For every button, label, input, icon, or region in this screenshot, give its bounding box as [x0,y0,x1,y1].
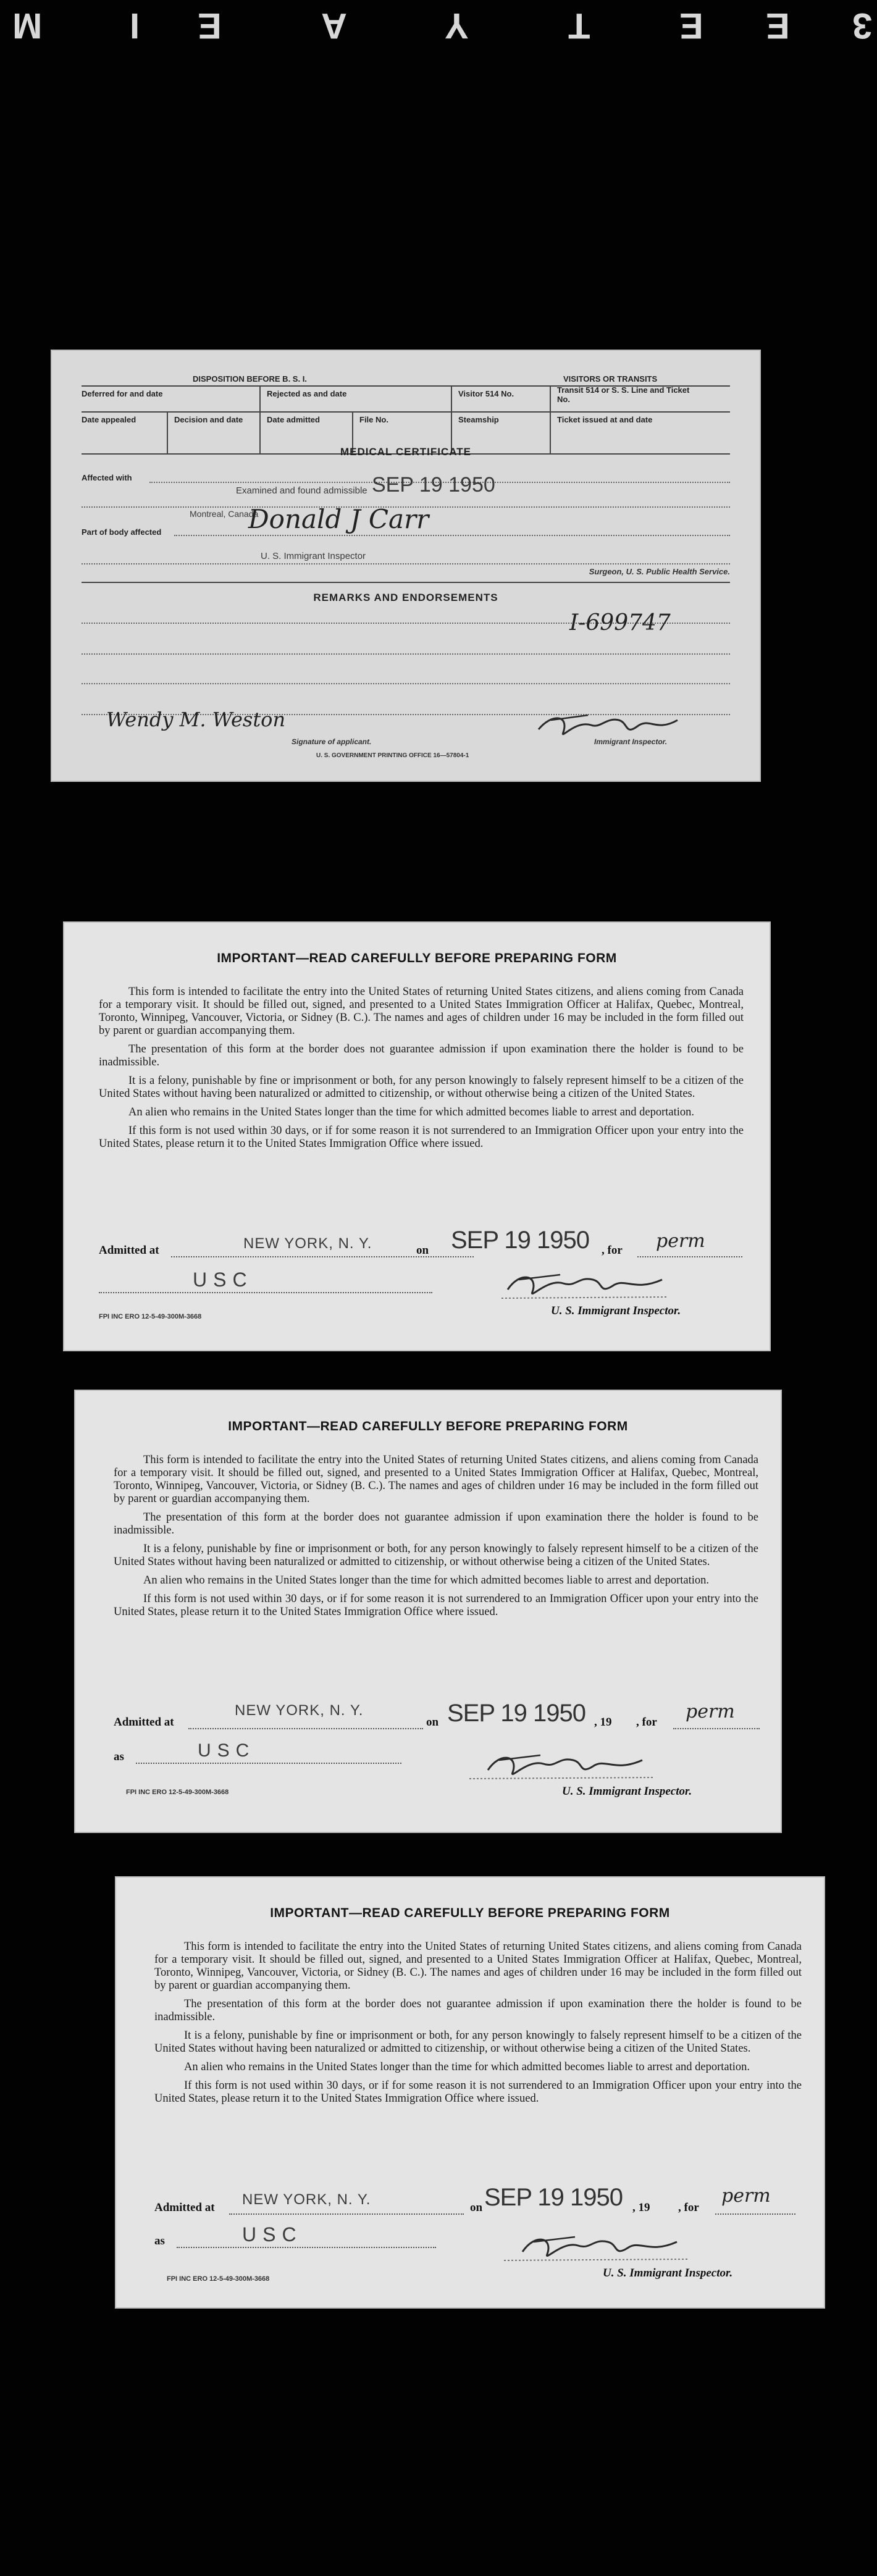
for-label: , for [602,1244,623,1257]
stamp-inspector: U. S. Immigrant Inspector [261,551,366,561]
inspector-signature [495,1260,674,1303]
inspector-label: U. S. Immigrant Inspector. [551,1304,681,1317]
inspector-signature [463,1740,661,1784]
body-part-line [174,535,730,536]
as-line [99,1292,432,1293]
inspector-label: U. S. Immigrant Inspector. [603,2267,733,2280]
instruction-paragraph: If this form is not used within 30 days, or if for some reason it is not surrendered to an Immigration Officer upon your entry into the United States, please return it to the United States Immigration Office where issued. [99,1125,744,1150]
as-label: as [154,2234,165,2247]
instruction-paragraph: It is a felony, punishable by fine or imprisonment or both, for any person knowingly to falsely represent himself to be a citizen of the United States without having been naturalized or admitted to citizenship, or without otherwise being a citizen of the United States. [154,2029,802,2055]
on-label: on [426,1716,439,1729]
divider [451,385,452,453]
on-label: on [470,2201,483,2214]
as-value: USC [242,2223,303,2246]
for-line [715,2213,795,2215]
as-label: as [114,1750,124,1763]
divider [550,385,551,453]
decision-label: Decision and date [174,415,243,424]
instruction-paragraph: It is a felony, punishable by fine or imprisonment or both, for any person knowingly to falsely represent himself to be a citizen of the United States without having been naturalized or admitted to citizenship, or without otherwise being a citizen of the United States. [114,1543,758,1568]
affected-with-label: Affected with [82,473,132,482]
applicant-signature: Wendy M. Weston [106,708,286,731]
admitted-place: NEW YORK, N. Y. [242,2191,371,2208]
medical-certificate-title: MEDICAL CERTIFICATE [340,446,471,458]
instruction-paragraph: If this form is not used within 30 days, or if for some reason it is not surrendered to an Immigration Officer upon your entry into the United States, please return it to the United States Immigration Office where issued. [154,2079,802,2105]
examiner-signature: Donald J Carr [248,504,429,534]
form-number: FPI INC ERO 12-5-49-300M-3668 [167,2275,270,2283]
film-letter: 3 [852,6,873,46]
admission-card-3 [115,1876,825,2309]
instruction-paragraph: An alien who remains in the United States longer than the time for which admitted becomes liable to arrest and deportation. [143,1574,710,1587]
admitted-date-stamp: SEP 19 1950 [447,1700,586,1727]
instruction-paragraph: The presentation of this form at the border does not guarantee admission if upon examination there the holder is found to be inadmissible. [99,1043,744,1068]
date-admitted-label: Date admitted [267,415,320,424]
date-appealed-label: Date appealed [82,415,136,424]
card-title: IMPORTANT—READ CAREFULLY BEFORE PREPARING FORM [217,951,617,965]
as-value: USC [193,1269,253,1291]
film-letter: I [130,6,140,46]
admitted-date-stamp: SEP 19 1950 [484,2184,623,2211]
deferred-label: Deferred for and date [82,389,163,398]
row-rule [82,582,730,583]
divider [259,385,261,453]
year-suffix: , 19 [632,2201,650,2214]
admitted-date-stamp: SEP 19 1950 [451,1227,590,1254]
on-label: on [416,1244,429,1257]
admission-card-2 [74,1390,782,1833]
instruction-paragraph: It is a felony, punishable by fine or imprisonment or both, for any person knowingly to falsely represent himself to be a citizen of the United States without having been naturalized or admitted to citizenship, or without otherwise being a citizen of the United States. [99,1075,744,1100]
film-letter: E [766,6,790,46]
as-line [177,2247,436,2248]
film-letter: A [321,6,347,46]
film-header-letters [0,5,877,54]
rejected-label: Rejected as and date [267,389,347,398]
for-label: , for [678,2201,699,2214]
for-value: perm [721,2185,771,2207]
film-letter: E [198,6,222,46]
film-letter: Y [445,6,469,46]
for-line [637,1256,742,1257]
year-suffix: , 19 [594,1716,612,1729]
admitted-at-line [229,2213,464,2215]
form-number: FPI INC ERO 12-5-49-300M-3668 [126,1789,229,1796]
instruction-paragraph: The presentation of this form at the border does not guarantee admission if upon examination there the holder is found to be inadmissible. [154,1998,802,2023]
disposition-header: DISPOSITION BEFORE B. S. I. [193,374,307,384]
form-line [82,506,730,508]
body-part-label: Part of body affected [82,527,162,537]
as-line [136,1763,401,1764]
instruction-paragraph: This form is intended to facilitate the entry into the United States of returning United States citizens, and aliens coming from Canada for a temporary visit. It should be filled out, signed, and presented to a United States Immigration Officer at Halifax, Quebec, Montreal, Toronto, Winnipeg, Vancouver, Victoria, or Sidney (B. C.). The names and ages of children under 16 may be included in the form filled out by parent or guardian accompanying them. [99,986,744,1037]
film-letter: E [679,6,703,46]
medical-certificate-card [51,350,761,782]
applicant-sig-label: Signature of applicant. [292,737,372,746]
instruction-paragraph: An alien who remains in the United States longer than the time for which admitted becomes liable to arrest and deportation. [184,2061,750,2073]
file-number: I-699747 [569,610,671,636]
instruction-paragraph: This form is intended to facilitate the entry into the United States of returning United States citizens, and aliens coming from Canada for a temporary visit. It should be filled out, signed, and presented to a United States Immigration Officer at Halifax, Quebec, Montreal, Toronto, Winnipeg, Vancouver, Victoria, or Sidney (B. C.). The names and ages of children under 16 may be included in the form filled out by parent or guardian accompanying them. [154,1940,802,1992]
card-instructions [154,1940,802,2111]
remarks-line [82,653,730,655]
card-instructions [99,986,744,1156]
form-line [82,563,730,564]
remarks-title: REMARKS AND ENDORSEMENTS [313,592,498,603]
card-instructions [114,1454,758,1624]
instruction-paragraph: If this form is not used within 30 days, or if for some reason it is not surrendered to an Immigration Officer upon your entry into the United States, please return it to the United States Immigration Office where issued. [114,1593,758,1618]
for-label: , for [636,1716,657,1729]
visitors-header: VISITORS OR TRANSITS [563,374,658,384]
for-value: perm [656,1230,705,1252]
inspector-label: U. S. Immigrant Inspector. [562,1785,692,1798]
examined-stamp-date: SEP 19 1950 [372,473,495,497]
for-value: perm [686,1701,735,1722]
card-title: IMPORTANT—READ CAREFULLY BEFORE PREPARING FORM [270,1906,670,1920]
transit-514-label: Transit 514 or S. S. Line and Ticket No. [557,385,690,404]
examined-stamp-text: Examined and found admissible [236,485,367,496]
admitted-place: NEW YORK, N. Y. [243,1235,372,1252]
as-value: USC [198,1740,256,1761]
for-line [673,1728,760,1729]
film-letter: M [12,6,43,46]
steamship-label: Steamship [458,415,499,424]
visitor-514-label: Visitor 514 No. [458,389,514,398]
film-letter: T [568,6,590,46]
gpo-line: U. S. GOVERNMENT PRINTING OFFICE 16—57804-1 [316,752,469,759]
card-title: IMPORTANT—READ CAREFULLY BEFORE PREPARING FORM [228,1419,628,1433]
ticket-issued-label: Ticket issued at and date [557,415,653,424]
inspector-sig-label: Immigrant Inspector. [594,737,668,746]
admitted-at-line [188,1728,423,1729]
admitted-at-label: Admitted at [154,2201,215,2214]
file-no-label: File No. [359,415,388,424]
row-rule [82,411,730,413]
stamp-location: Montreal, Canada [190,509,259,519]
admitted-at-label: Admitted at [99,1244,159,1257]
form-number: FPI INC ERO 12-5-49-300M-3668 [99,1313,202,1320]
surgeon-label: Surgeon, U. S. Public Health Service. [589,567,730,576]
admitted-place: NEW YORK, N. Y. [235,1702,364,1719]
admission-card-1 [63,921,771,1351]
admitted-at-label: Admitted at [114,1716,174,1729]
instruction-paragraph: The presentation of this form at the border does not guarantee admission if upon examination there the holder is found to be inadmissible. [114,1511,758,1537]
inspector-signature [498,2222,695,2265]
remarks-line [82,683,730,684]
instruction-paragraph: An alien who remains in the United States longer than the time for which admitted becomes liable to arrest and deportation. [128,1106,695,1118]
instruction-paragraph: This form is intended to facilitate the entry into the United States of returning United States citizens, and aliens coming from Canada for a temporary visit. It should be filled out, signed, and presented to a United States Immigration Officer at Halifax, Quebec, Montreal, Toronto, Winnipeg, Vancouver, Victoria, or Sidney (B. C.). The names and ages of children under 16 may be included in the form filled out by parent or guardian accompanying them. [114,1454,758,1505]
film-strip-header [0,0,877,62]
